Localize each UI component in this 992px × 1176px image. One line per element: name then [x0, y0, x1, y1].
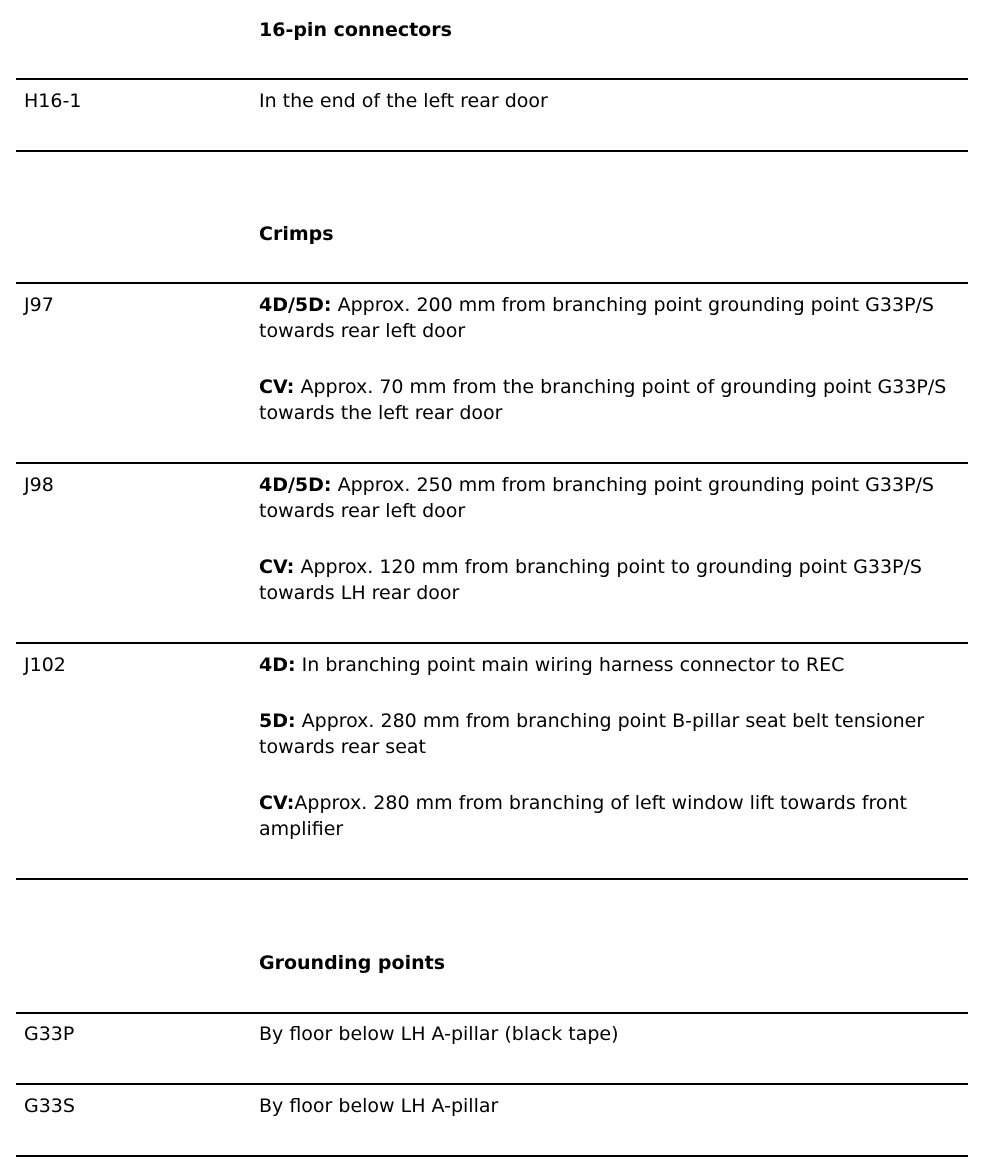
- variant-label: CV:: [259, 792, 295, 814]
- entry-text: Approx. 70 mm from the branching point of grounding point G33P/S towards the left rear door: [259, 376, 947, 424]
- row-code: J97: [24, 294, 54, 316]
- row-code: G33S: [24, 1095, 75, 1117]
- section-heading-16-pin-connectors: 16-pin connectors: [259, 19, 452, 41]
- row-entry: [259, 374, 959, 426]
- row-description: [259, 88, 959, 114]
- row-entry: [259, 790, 959, 842]
- table-rule: [16, 462, 968, 464]
- row-text: By floor below LH A-pillar (black tape): [259, 1023, 619, 1045]
- entry-text: Approx. 120 mm from branching point to grounding point G33P/S towards LH rear door: [259, 556, 922, 604]
- table-rule: [16, 150, 968, 152]
- table-rule: [16, 642, 968, 644]
- variant-label: 4D/5D:: [259, 294, 332, 316]
- row-code: H16-1: [24, 90, 82, 112]
- row-entry: [259, 708, 959, 760]
- variant-label: CV:: [259, 556, 295, 578]
- variant-label: 5D:: [259, 710, 296, 732]
- table-rule: [16, 282, 968, 284]
- variant-label: CV:: [259, 376, 295, 398]
- row-description: [259, 1093, 959, 1119]
- row-entry: [259, 472, 959, 524]
- table-rule: [16, 878, 968, 880]
- entry-text: Approx. 280 mm from branching point B-pillar seat belt tensioner towards rear seat: [259, 710, 925, 758]
- table-rule: [16, 1155, 968, 1157]
- row-text: In the end of the left rear door: [259, 90, 548, 112]
- table-rule: [16, 1012, 968, 1014]
- section-heading-grounding-points: Grounding points: [259, 952, 446, 974]
- table-rule: [16, 1083, 968, 1085]
- table-rule: [16, 78, 968, 80]
- row-code: J102: [24, 654, 66, 676]
- row-entry: [259, 554, 959, 606]
- row-entry: [259, 652, 959, 678]
- entry-text: In branching point main wiring harness connector to REC: [295, 654, 845, 676]
- variant-label: 4D:: [259, 654, 296, 676]
- entry-text: Approx. 200 mm from branching point grounding point G33P/S towards rear left door: [259, 294, 934, 342]
- row-code: G33P: [24, 1023, 75, 1045]
- row-code: J98: [24, 474, 54, 496]
- entry-text: Approx. 280 mm from branching of left window lift towards front amplifier: [259, 792, 907, 840]
- row-description: [259, 1021, 959, 1047]
- entry-text: Approx. 250 mm from branching point grounding point G33P/S towards rear left door: [259, 474, 934, 522]
- row-text: By floor below LH A-pillar: [259, 1095, 499, 1117]
- variant-label: 4D/5D:: [259, 474, 332, 496]
- row-entry: [259, 292, 959, 344]
- section-heading-crimps: Crimps: [259, 223, 334, 245]
